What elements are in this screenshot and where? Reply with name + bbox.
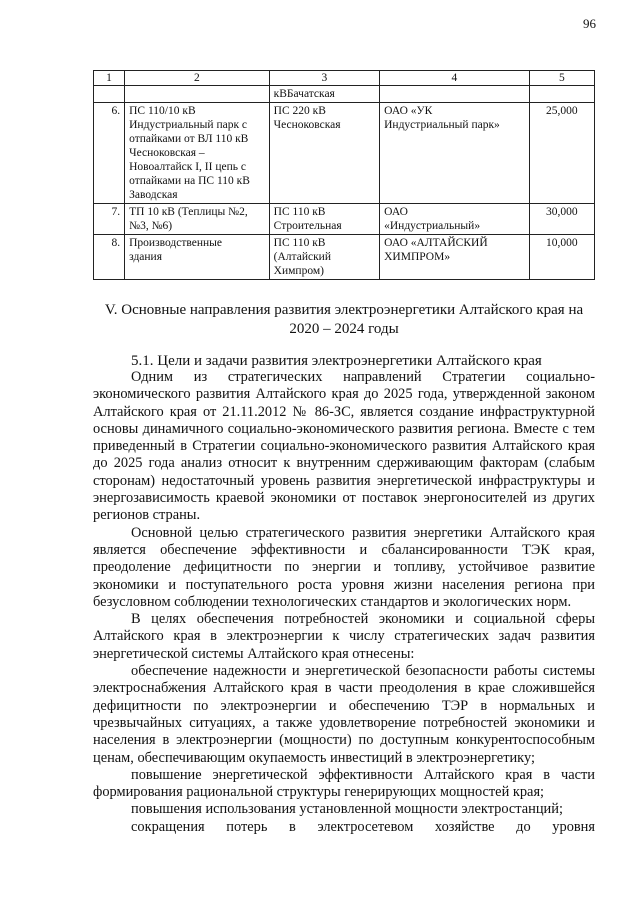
- capacity-value-cell: 30,000: [529, 204, 594, 235]
- column-number-1: 1: [94, 71, 125, 86]
- body-text: [93, 369, 595, 836]
- page-number: 96: [583, 16, 596, 31]
- power-source-cell: кВБачатская: [269, 86, 379, 103]
- object-name-cell: Производственные здания: [125, 235, 270, 280]
- table-row: [94, 204, 595, 235]
- capacity-value-cell: [529, 86, 594, 103]
- table-row: [94, 103, 595, 204]
- owner-cell: ОАО «АЛТАЙСКИЙ ХИМПРОМ»: [380, 235, 530, 280]
- capacity-value-cell: 10,000: [529, 235, 594, 280]
- owner-cell: ОАО «УК Индустриальный парк»: [380, 103, 530, 204]
- table-row: [94, 235, 595, 280]
- objects-table: [93, 70, 595, 280]
- paragraph: В целях обеспечения потребностей экономики и социальной сферы Алтайского края в электроэнергии к числу стратегических задач развития энергетической системы Алтайского края отнесены:: [93, 611, 595, 662]
- row-number-cell: 8.: [94, 235, 125, 280]
- paragraph: обеспечение надежности и энергетической безопасности работы системы электроснабжения Алтайского края в части преодоления в крае сложившейся дефицитности по электроэнергии и обеспечению ТЭР в нормальных и чрезвычайных ситуациях, а также удовлетворение потребностей экономики и населения в электроэнергии (мощности) по доступным конкурентоспособным ценам, обеспечивающим окупаемость инвестиций в электроэнергетику;: [93, 663, 595, 766]
- column-number-5: 5: [529, 71, 594, 86]
- object-name-cell: ТП 10 кВ (Теплицы №2, №3, №6): [125, 204, 270, 235]
- power-source-cell: ПС 220 кВ Чесноковская: [269, 103, 379, 204]
- paragraph: повышения использования установленной мощности электростанций;: [131, 801, 563, 818]
- table-header-row: [94, 71, 595, 86]
- row-number-cell: 7.: [94, 204, 125, 235]
- table-row: [94, 86, 595, 103]
- row-number-cell: 6.: [94, 103, 125, 204]
- subsection-title: 5.1. Цели и задачи развития электроэнергетики Алтайского края: [131, 353, 542, 369]
- object-name-cell: ПС 110/10 кВ Индустриальный парк с отпайками от ВЛ 110 кВ Чесноковская – Новоалтайск I, II цепь с отпайками на ПС 110 кВ Заводская: [125, 103, 270, 204]
- column-number-3: 3: [269, 71, 379, 86]
- power-source-cell: ПС 110 кВ (Алтайский Химпром): [269, 235, 379, 280]
- capacity-value-cell: 25,000: [529, 103, 594, 204]
- owner-cell: [380, 86, 530, 103]
- paragraph: повышение энергетической эффективности Алтайского края в части формирования рациональной структуры генерирующих мощностей края;: [93, 766, 595, 801]
- section-title: V. Основные направления развития электроэнергетики Алтайского края на 2020 – 2024 годы: [104, 302, 584, 337]
- paragraph: Основной целью стратегического развития энергетики Алтайского края является обеспечение эффективности и сбалансированности ТЭК края, преодоление дефицитности по энергии и топливу, устойчивое развитие экономики и поступательного роста уровня жизни населения региона при безусловном соблюдении технологических стандартов и экологических норм.: [93, 524, 595, 610]
- object-name-cell: [125, 86, 270, 103]
- power-source-cell: ПС 110 кВ Строительная: [269, 204, 379, 235]
- paragraph: Одним из стратегических направлений Стратегии социально-экономического развития Алтайского края до 2025 года, утвержденной законом Алтайского края от 21.11.2012 № 86-ЗС, является создание инфраструктурной основы динамичного социально-экономического развития региона. Вместе с тем приведенный в Стратегии социально-экономического развития Алтайского края до 2025 года анализ относит к внутренним сдерживающим факторам (слабым сторонам) недостаточный уровень развития энергетической инфраструктуры и энергозависимость краевой экономики от поставок энергоносителей из других регионов страны.: [93, 369, 595, 524]
- row-number-cell: [94, 86, 125, 103]
- column-number-2: 2: [125, 71, 270, 86]
- column-number-4: 4: [380, 71, 530, 86]
- paragraph: сокращения потерь в электросетевом хозяйстве до уровня: [131, 818, 595, 835]
- owner-cell: ОАО «Индустриальный»: [380, 204, 530, 235]
